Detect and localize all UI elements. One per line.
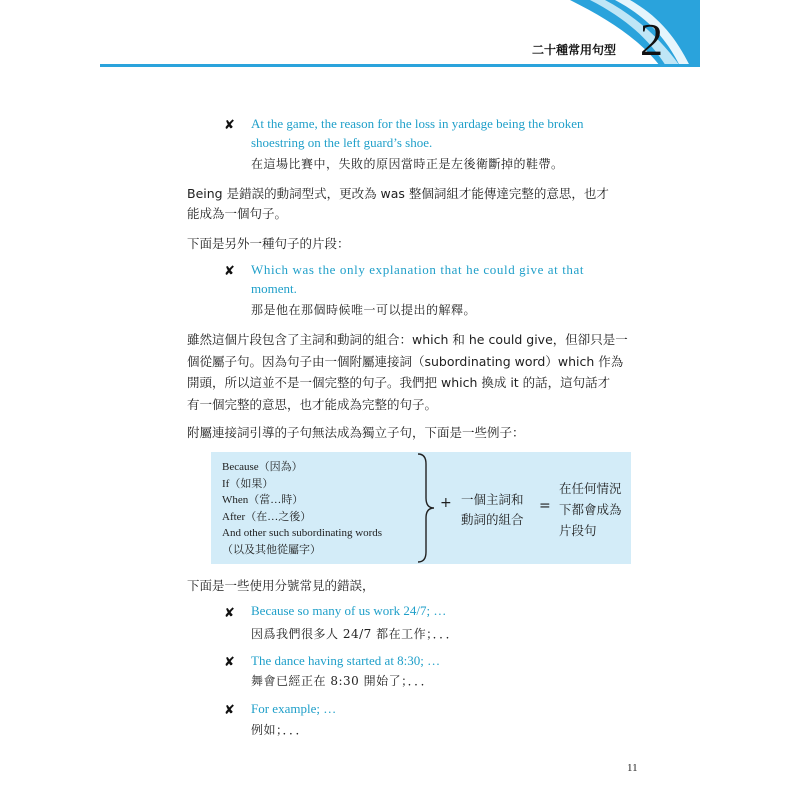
example-zh-translation: 例如；．．． bbox=[251, 723, 309, 737]
paragraph-line: Being 是錯誤的動詞型式，更改為 was 整個詞組才能傳達完整的意思，也才 bbox=[187, 186, 609, 201]
chapter-title: 二十種常用句型 bbox=[532, 43, 617, 57]
example-en-line: At the game, the reason for the loss in yardage being the broken bbox=[251, 116, 584, 131]
body-paragraph: 下面是一些使用分號常見的錯誤， bbox=[187, 578, 375, 593]
list-item: After（在…之後） bbox=[222, 510, 312, 523]
example-zh-translation: 那是他在那個時候唯一可以提出的解釋。 bbox=[251, 303, 477, 317]
list-item: If（如果） bbox=[222, 477, 274, 490]
body-paragraph: 附屬連接詞引導的子句無法成為獨立子句，下面是一些例子： bbox=[187, 425, 525, 440]
box-text-line: 一個主詞和 bbox=[461, 492, 524, 507]
paragraph-line: 開頭，所以這並不是一個完整的句子。我們把 which 換成 it 的話，這句話才 bbox=[187, 375, 611, 390]
page-number: 11 bbox=[627, 762, 638, 774]
paragraph-line: 個從屬子句。因為句子由一個附屬連接詞（subordinating word）which 作為 bbox=[187, 353, 624, 369]
list-item: （以及其他從屬字） bbox=[222, 543, 321, 556]
example-zh-translation: 舞會已經正在 8:30 開始了；．．． bbox=[251, 674, 434, 688]
example-zh-translation: 因爲我們很多人 24/7 都在工作；．．． bbox=[251, 627, 459, 641]
result-text bbox=[559, 478, 622, 541]
box-text-line: 動詞的組合 bbox=[461, 512, 524, 527]
cross-mark-icon: ✘ bbox=[224, 703, 235, 718]
list-item: When（當…時） bbox=[222, 494, 304, 506]
header-rule bbox=[100, 64, 700, 67]
equals-sign: = bbox=[539, 498, 551, 514]
example-en-line: Because so many of us work 24/7; … bbox=[251, 603, 447, 618]
example-en-line: Which was the only explanation that he could give at that bbox=[251, 262, 585, 277]
example-zh-translation: 在這場比賽中，失敗的原因當時正是左後衛斷掉的鞋帶。 bbox=[251, 157, 564, 171]
box-text-line: 片段句 bbox=[559, 523, 597, 538]
subject-verb-text bbox=[461, 490, 524, 530]
list-item: And other such subordinating words bbox=[222, 527, 383, 539]
box-text-line: 下都會成為 bbox=[559, 502, 622, 517]
body-paragraph bbox=[187, 184, 635, 224]
subordinating-word-list bbox=[222, 459, 382, 558]
example-en-line: The dance having started at 8:30; … bbox=[251, 653, 441, 668]
curly-brace-icon bbox=[414, 452, 436, 564]
box-text-line: 在任何情況 bbox=[559, 481, 622, 496]
cross-mark-icon: ✘ bbox=[224, 655, 235, 670]
list-item: Because（因為） bbox=[222, 461, 303, 473]
paragraph-line: 有一個完整的意思，也才能成為完整的句子。 bbox=[187, 396, 438, 412]
paragraph-line: 雖然這個片段包含了主詞和動詞的組合：which 和 he could give，但卻只是一 bbox=[187, 332, 628, 347]
example-en-line: For example; … bbox=[251, 701, 337, 716]
body-paragraph bbox=[187, 329, 635, 415]
example-en-line: shoestring on the left guard’s shoe. bbox=[251, 135, 433, 150]
body-paragraph: 下面是另外一種句子的片段： bbox=[187, 236, 350, 251]
plus-sign: + bbox=[440, 495, 452, 511]
chapter-number: 2 bbox=[640, 14, 663, 65]
paragraph-line: 能成為一個句子。 bbox=[187, 206, 288, 221]
example-en-line: moment. bbox=[251, 281, 297, 296]
cross-mark-icon: ✘ bbox=[224, 606, 235, 621]
cross-mark-icon: ✘ bbox=[224, 264, 235, 279]
cross-mark-icon: ✘ bbox=[224, 118, 235, 133]
